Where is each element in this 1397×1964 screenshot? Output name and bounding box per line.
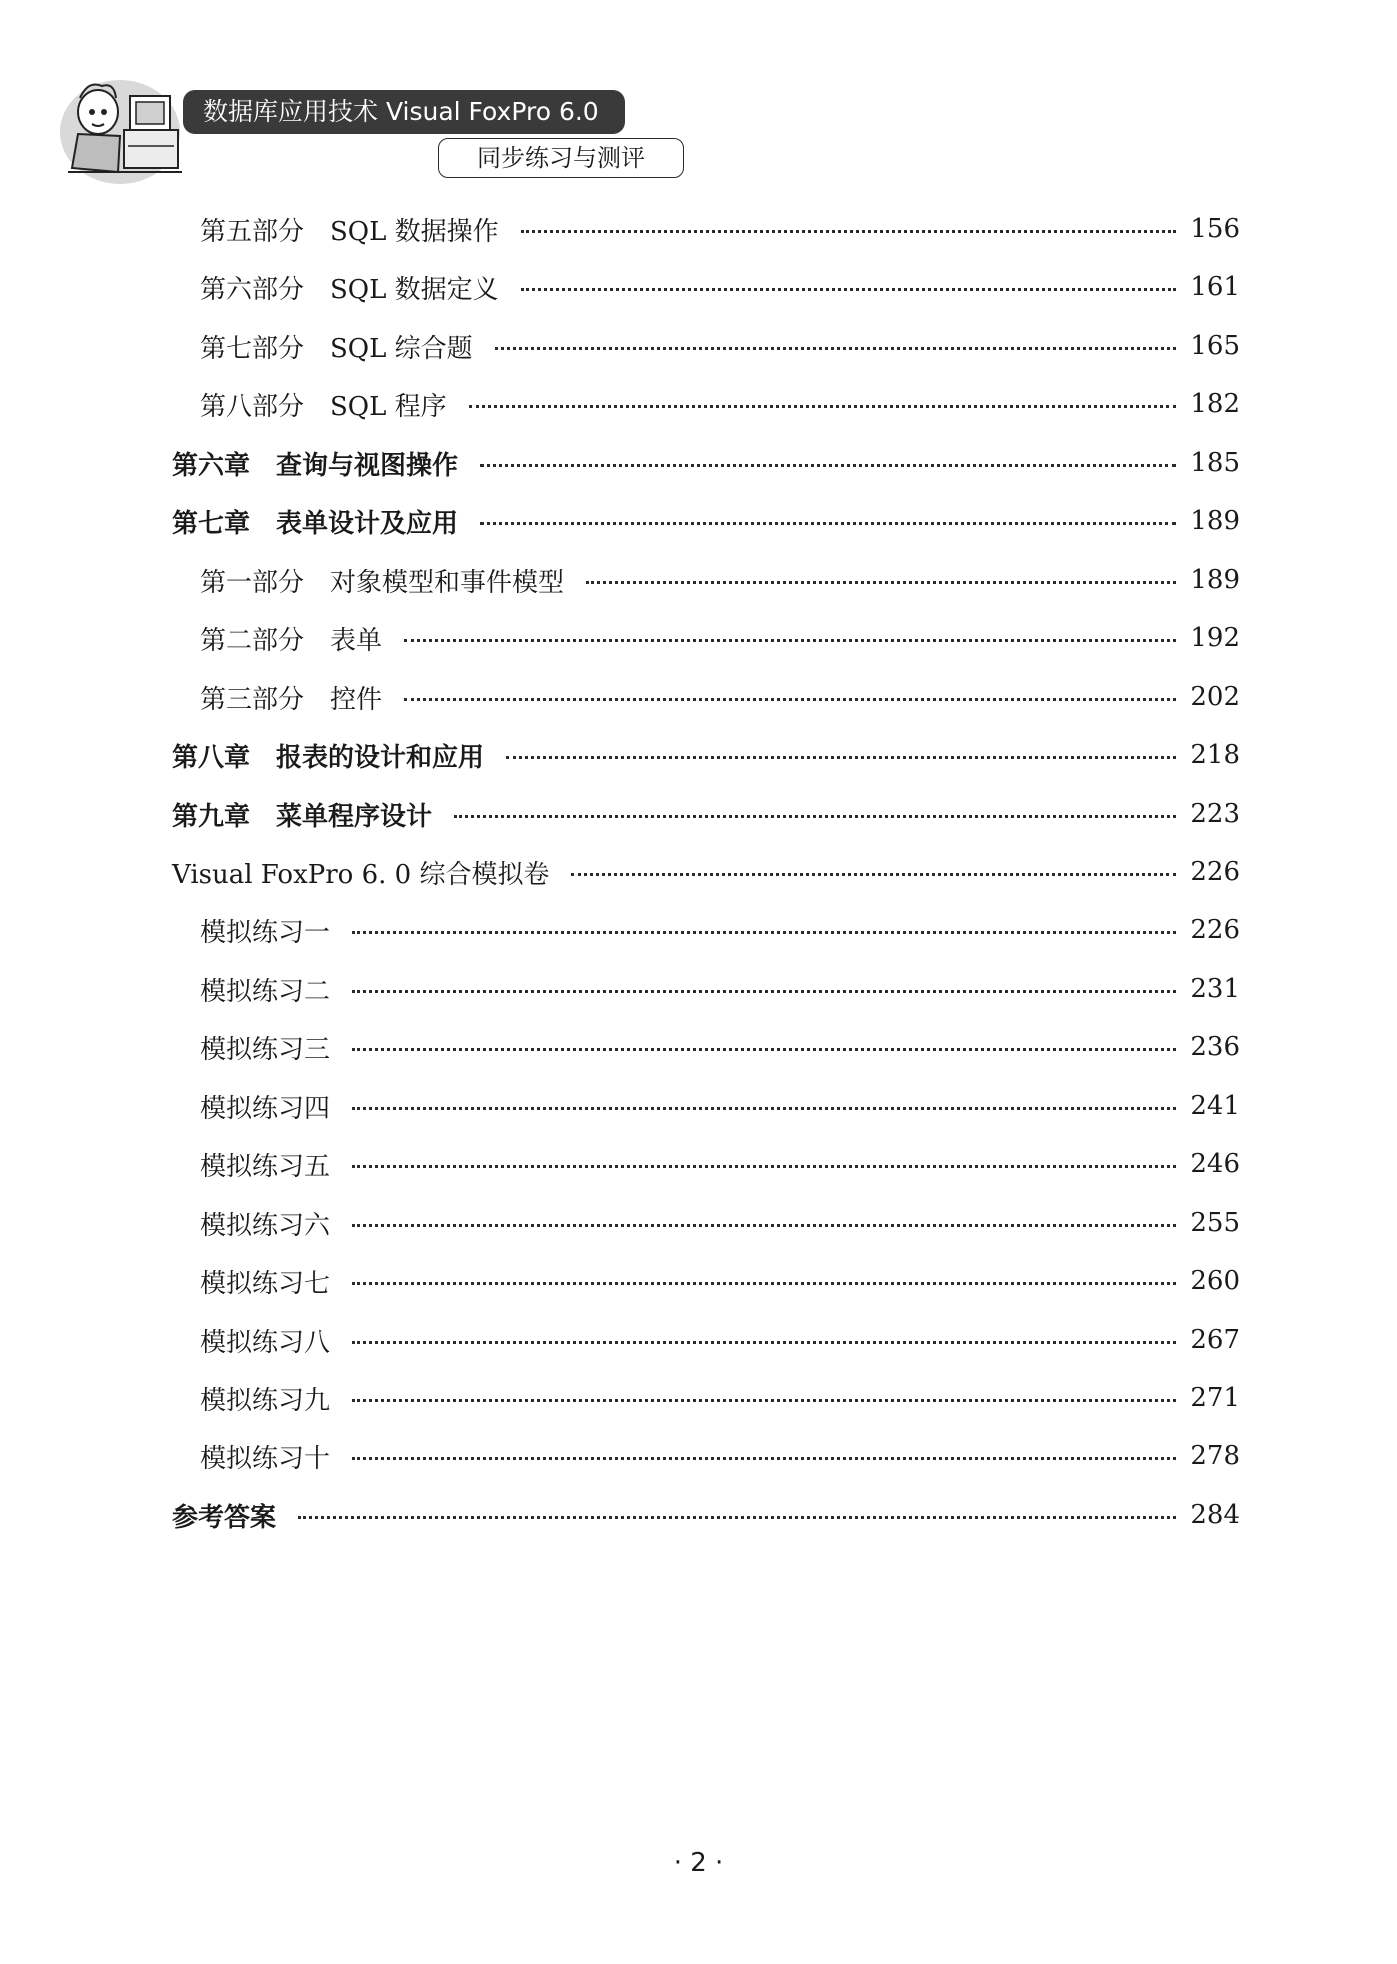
toc-entry-title: 第二部分 表单	[200, 625, 383, 656]
toc-entry[interactable]	[0, 905, 1240, 955]
toc-dot-leader	[352, 1224, 1176, 1227]
toc-entry[interactable]	[0, 1490, 1240, 1540]
toc-entry[interactable]	[0, 204, 1240, 254]
toc-entry-page: 267	[1190, 1325, 1240, 1355]
toc-entry-page: 182	[1190, 389, 1240, 419]
toc-dot-leader	[352, 1165, 1176, 1168]
toc-entry[interactable]	[0, 555, 1240, 605]
toc-entry-page: 202	[1190, 682, 1240, 712]
toc-entry[interactable]	[0, 1431, 1240, 1481]
toc-entry[interactable]	[0, 730, 1240, 780]
toc-entry-title: 参考答案	[172, 1502, 277, 1533]
toc-entry-title: Visual FoxPro 6. 0 综合模拟卷	[172, 859, 550, 890]
toc-dot-leader	[404, 698, 1176, 701]
toc-entry-page: 241	[1190, 1091, 1240, 1121]
toc-entry-title: 第八章 报表的设计和应用	[172, 742, 485, 773]
toc-entry-page: 189	[1190, 506, 1240, 536]
toc-dot-leader	[298, 1516, 1176, 1519]
toc-entry-title: 模拟练习六	[200, 1210, 331, 1241]
toc-entry[interactable]	[0, 613, 1240, 663]
toc-entry-page: 218	[1190, 740, 1240, 770]
toc-dot-leader	[352, 990, 1176, 993]
toc-entry-title: 第七部分 SQL 综合题	[200, 333, 473, 364]
toc-entry-page: 189	[1190, 565, 1240, 595]
page-number: · 2 ·	[673, 1848, 724, 1878]
toc-dot-leader	[352, 1399, 1176, 1402]
toc-entry-page: 255	[1190, 1208, 1240, 1238]
toc-entry-title: 模拟练习三	[200, 1034, 331, 1065]
toc-entry-title: 第八部分 SQL 程序	[200, 391, 447, 422]
book-title-banner: 数据库应用技术 Visual FoxPro 6.0	[183, 90, 625, 134]
toc-dot-leader	[571, 873, 1176, 876]
toc-dot-leader	[352, 1341, 1176, 1344]
toc-entry[interactable]	[0, 1256, 1240, 1306]
toc-dot-leader	[404, 639, 1176, 642]
toc-entry-page: 271	[1190, 1383, 1240, 1413]
toc-entry[interactable]	[0, 496, 1240, 546]
toc-entry-page: 192	[1190, 623, 1240, 653]
toc-dot-leader	[521, 288, 1177, 291]
toc-entry-page: 246	[1190, 1149, 1240, 1179]
toc-entry-title: 第六部分 SQL 数据定义	[200, 274, 499, 305]
toc-entry-title: 第一部分 对象模型和事件模型	[200, 567, 565, 598]
toc-entry-page: 231	[1190, 974, 1240, 1004]
toc-dot-leader	[352, 1107, 1176, 1110]
toc-entry[interactable]	[0, 964, 1240, 1014]
mascot-computer-illustration	[58, 68, 188, 188]
toc-entry[interactable]	[0, 379, 1240, 429]
toc-dot-leader	[495, 347, 1177, 350]
toc-entry-title: 第三部分 控件	[200, 684, 383, 715]
toc-entry[interactable]	[0, 1081, 1240, 1131]
toc-entry-title: 模拟练习一	[200, 917, 331, 948]
toc-entry[interactable]	[0, 1022, 1240, 1072]
toc-dot-leader	[480, 464, 1176, 467]
toc-entry-page: 161	[1190, 272, 1240, 302]
toc-entry-title: 模拟练习二	[200, 976, 331, 1007]
toc-entry[interactable]	[0, 847, 1240, 897]
toc-entry-title: 第六章 查询与视图操作	[172, 450, 459, 481]
toc-entry[interactable]	[0, 321, 1240, 371]
toc-entry-title: 第九章 菜单程序设计	[172, 801, 433, 832]
toc-entry-title: 模拟练习七	[200, 1268, 331, 1299]
toc-entry-title: 模拟练习四	[200, 1093, 331, 1124]
page-header	[0, 0, 1397, 200]
toc-dot-leader	[352, 1457, 1176, 1460]
toc-entry[interactable]	[0, 262, 1240, 312]
toc-entry[interactable]	[0, 1373, 1240, 1423]
toc-entry-page: 236	[1190, 1032, 1240, 1062]
toc-entry-page: 185	[1190, 448, 1240, 478]
toc-entry-page: 156	[1190, 214, 1240, 244]
toc-entry[interactable]	[0, 672, 1240, 722]
toc-dot-leader	[521, 230, 1177, 233]
toc-dot-leader	[469, 405, 1177, 408]
toc-dot-leader	[352, 931, 1176, 934]
toc-entry[interactable]	[0, 1315, 1240, 1365]
toc-entry-title: 模拟练习八	[200, 1327, 331, 1358]
toc-entry[interactable]	[0, 1139, 1240, 1189]
toc-entry-title: 模拟练习十	[200, 1443, 331, 1474]
toc-dot-leader	[586, 581, 1176, 584]
toc-entry[interactable]	[0, 789, 1240, 839]
toc-dot-leader	[352, 1048, 1176, 1051]
toc-entry-title: 第七章 表单设计及应用	[172, 508, 459, 539]
toc-entry[interactable]	[0, 438, 1240, 488]
toc-entry-title: 模拟练习五	[200, 1151, 331, 1182]
toc-dot-leader	[480, 522, 1176, 525]
toc-entry-page: 226	[1190, 915, 1240, 945]
toc-dot-leader	[506, 756, 1176, 759]
toc-entry[interactable]	[0, 1198, 1240, 1248]
toc-entry-page: 278	[1190, 1441, 1240, 1471]
toc-entry-page: 223	[1190, 799, 1240, 829]
series-label-box: 同步练习与测评	[438, 138, 684, 178]
toc-entry-page: 165	[1190, 331, 1240, 361]
toc-dot-leader	[352, 1282, 1176, 1285]
toc-entry-title: 模拟练习九	[200, 1385, 331, 1416]
toc-entry-page: 260	[1190, 1266, 1240, 1296]
toc-entry-title: 第五部分 SQL 数据操作	[200, 216, 499, 247]
toc-dot-leader	[454, 815, 1176, 818]
toc-entry-page: 226	[1190, 857, 1240, 887]
toc-entry-page: 284	[1190, 1500, 1240, 1530]
